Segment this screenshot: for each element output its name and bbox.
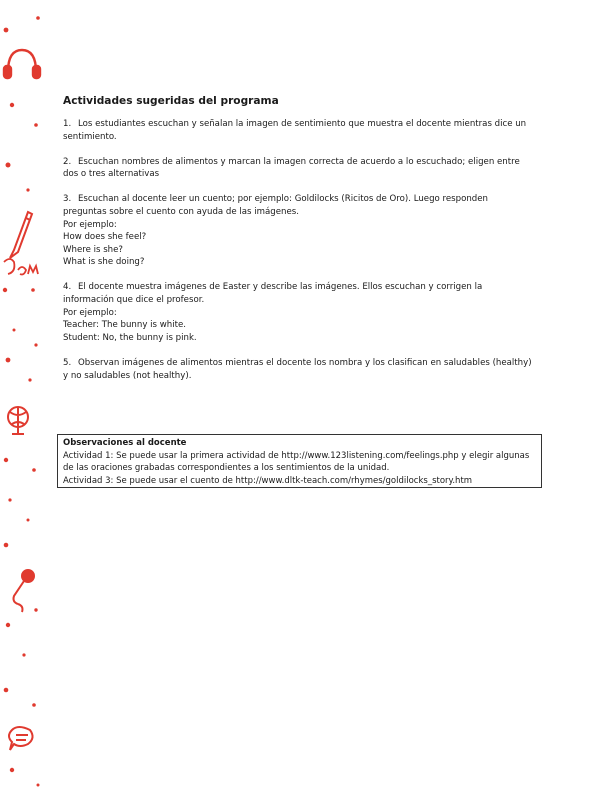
margin-decoration — [0, 0, 48, 800]
activity-5 — [63, 357, 533, 382]
example-line: How does she feel? — [63, 232, 147, 243]
page-title: Actividades sugeridas del programa — [63, 95, 279, 107]
headphones-icon — [4, 50, 40, 78]
example-line: Where is she? — [63, 244, 123, 255]
document-body — [63, 94, 533, 395]
microphone-icon — [14, 570, 35, 612]
example-label: Por ejemplo: — [63, 307, 117, 318]
example-line: Student: No, the bunny is pink. — [63, 332, 197, 343]
activity-text: Los estudiantes escuchan y señalan la imagen de sentimiento que muestra el docente mientras dice un sentimiento. — [63, 119, 527, 142]
activity-text: Escuchan nombres de alimentos y marcan la imagen correcta de acuerdo a lo escuchado; eligen entre dos o tres alternativas — [63, 156, 520, 180]
observation-line: Actividad 3: Se puede usar el cuento de http://www.dltk-teach.com/rhymes/goldilocks_story.htm — [63, 475, 473, 486]
observation-line: Actividad 1: Se puede usar la primera actividad de http://www.123listening.com/feelings.php y elegir algunas de las oraciones grabadas correspondientes a los sentimientos de la unidad. — [63, 450, 530, 473]
example-line: What is she doing? — [63, 257, 145, 268]
activity-number: 2. — [63, 156, 72, 167]
activity-1 — [63, 118, 533, 143]
activity-text: Observan imágenes de alimentos mientras el docente los nombra y los clasifican en saludables (healthy) y no saludables (not healthy). — [63, 357, 532, 381]
activity-number: 3. — [63, 194, 72, 205]
speech-bubble-icon — [9, 727, 33, 750]
activity-2 — [63, 156, 533, 181]
activity-3 — [63, 193, 533, 269]
pencil-icon — [10, 212, 32, 258]
activity-text: Escuchan al docente leer un cuento; por ejemplo: Goldilocks (Ricitos de Oro). Luego responden preguntas sobre el cuento con ayuda de las imágenes. — [63, 194, 488, 217]
jam-doodle-icon — [4, 259, 38, 275]
example-label: Por ejemplo: — [63, 219, 117, 230]
activity-number: 4. — [63, 282, 72, 293]
observations-title: Observaciones al docente — [63, 438, 187, 448]
activity-number: 1. — [63, 119, 72, 129]
globe-icon — [8, 407, 28, 434]
activity-number: 5. — [63, 357, 72, 368]
activity-4 — [63, 281, 533, 344]
observations-box — [57, 434, 542, 488]
activity-text: El docente muestra imágenes de Easter y describe las imágenes. Ellos escuchan y corrigen la información que dice el profesor. — [63, 282, 483, 306]
example-line: Teacher: The bunny is white. — [63, 320, 186, 331]
